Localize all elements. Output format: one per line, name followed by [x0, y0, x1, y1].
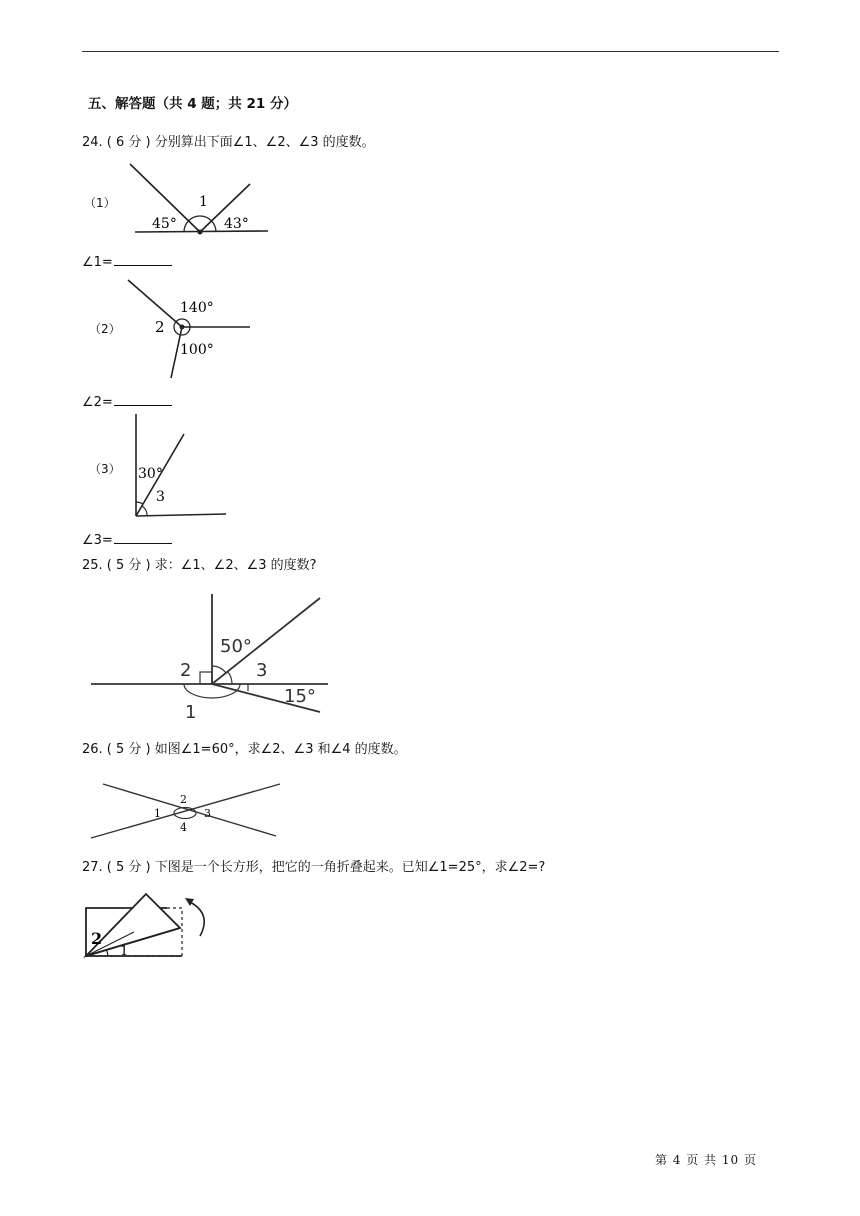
q26-label-1: 1 — [154, 807, 161, 820]
q24-fig1-label-1: 1 — [199, 194, 208, 210]
q24-part1-label: （1） — [84, 196, 116, 210]
q25-label-2: 2 — [180, 660, 192, 681]
q25-label-15: 15° — [284, 686, 316, 707]
page-footer: 第 4 页 共 10 页 — [655, 1153, 757, 1167]
q24-answer1: ∠1= — [82, 253, 172, 271]
question-24-text: 24. ( 6 分 ) 分别算出下面∠1、∠2、∠3 的度数。 — [82, 135, 375, 150]
q24-fig1-label-43: 43° — [224, 216, 249, 232]
q24-fig2-label-140: 140° — [180, 300, 214, 316]
q26-label-4: 4 — [180, 821, 187, 834]
q26-label-3: 3 — [204, 807, 211, 820]
q24-fig3-angle-diagram — [128, 412, 238, 527]
q24-fig1-label-45: 45° — [152, 216, 177, 232]
q24-fig3-label-30: 30° — [138, 466, 163, 482]
q25-label-1: 1 — [185, 702, 197, 723]
q26-intersecting-lines-diagram — [88, 778, 288, 848]
q27-folded-rectangle-diagram — [82, 890, 222, 965]
answer-blank-3[interactable] — [114, 531, 172, 544]
q27-label-2: 2 — [91, 929, 103, 948]
question-25-text: 25. ( 5 分 ) 求：∠1、∠2、∠3 的度数? — [82, 558, 317, 573]
q24-answer2: ∠2= — [82, 393, 172, 411]
q24-fig3-label-3: 3 — [156, 489, 165, 505]
question-27-text: 27. ( 5 分 ) 下图是一个长方形，把它的一角折叠起来。已知∠1=25°，求∠2=? — [82, 860, 546, 875]
q24-fig2-label-2: 2 — [155, 318, 165, 336]
q27-label-1: 1 — [120, 944, 129, 959]
q25-angle-diagram — [88, 590, 338, 730]
header-rule — [82, 51, 779, 52]
q25-label-50: 50° — [220, 636, 252, 657]
section-title: 五、解答题（共 4 题；共 21 分） — [88, 96, 297, 112]
q24-fig2-label-100: 100° — [180, 342, 214, 358]
q24-part3-label: （3） — [89, 462, 121, 476]
q24-fig1-angle-diagram — [130, 160, 290, 240]
q26-label-2: 2 — [180, 793, 187, 806]
q24-part2-label: （2） — [89, 322, 121, 336]
q25-label-3: 3 — [256, 660, 268, 681]
answer-blank-2[interactable] — [114, 393, 172, 406]
q24-fig2-angle-diagram — [125, 278, 265, 388]
question-26-text: 26. ( 5 分 ) 如图∠1=60°，求∠2、∠3 和∠4 的度数。 — [82, 742, 407, 757]
q24-answer3: ∠3= — [82, 531, 172, 549]
answer-blank-1[interactable] — [114, 253, 172, 266]
